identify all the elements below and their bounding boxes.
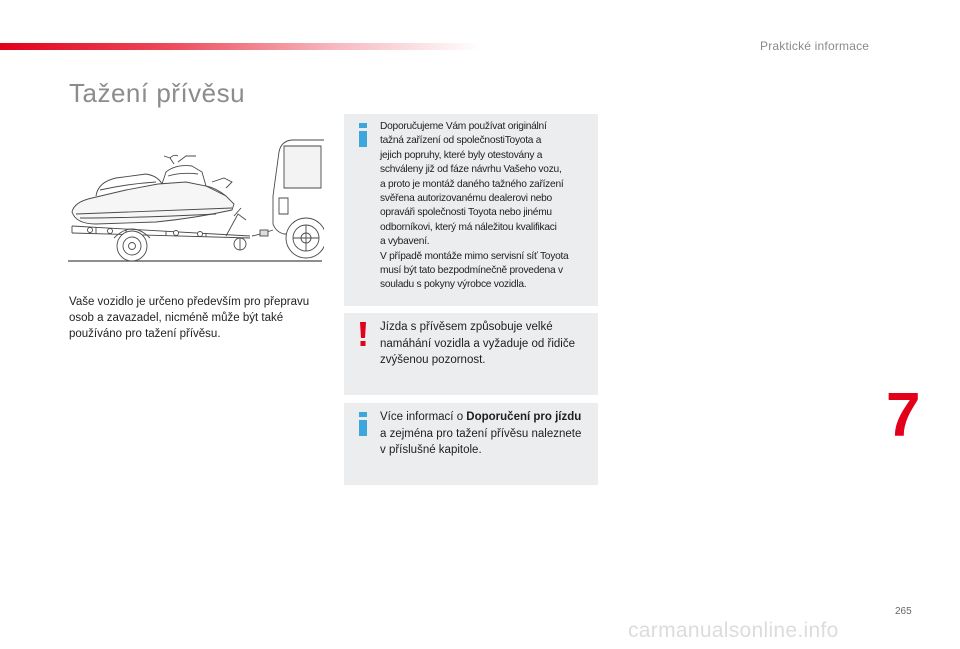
warning-exclamation-icon — [356, 322, 370, 346]
section-title: Praktické informace — [760, 39, 870, 53]
page-title: Tažení přívěsu — [69, 78, 246, 108]
header-accent-bar — [0, 43, 480, 50]
intro-paragraph: Vaše vozidlo je určeno především pro přepravu osob a zavazadel, nicméně může být také používáno pro tažení přívěsu. — [69, 296, 310, 340]
warning-box-text: Jízda s přívěsem způsobuje velké namáhání vozidla a vyžaduje od řidiče zvýšenou pozornost. — [380, 321, 575, 366]
chapter-number: 7 — [886, 381, 921, 450]
info-box-2-text: Více informací o Doporučení pro jízdu a zejména pro tažení přívěsu naleznete v příslušné kapitole. — [380, 411, 582, 456]
info-box-driving-advice — [344, 403, 598, 485]
info-box-genuine-towbars — [344, 114, 598, 306]
info-icon — [356, 412, 370, 436]
watermark: carmanualsonline.info — [628, 619, 839, 642]
car-towing-jet-ski-trailer-illustration — [66, 138, 324, 266]
info-icon — [356, 123, 370, 147]
page-number: 265 — [895, 606, 912, 617]
warning-box-towing-strain — [344, 313, 598, 395]
info-box-1-text: Doporučujeme Vám používat originální tažná zařízení od společnostiToyota a jejich popruhy, které byly otestovány a schváleny již od fáze návrhu Vašeho vozu, a proto je montáž daného tažného zařízení svěřena autorizovanému dealerovi nebo opraváři společnosti Toyota nebo jinému odborníkovi, který má náležitou kvalifikaci a vybavení. V případě montáže mimo servisní síť Toyota musí být tato bezpodmínečně provedena v souladu s pokyny výrobce vozidla. — [380, 121, 569, 291]
driving-advice-reference: Doporučení pro jízdu — [466, 411, 582, 423]
